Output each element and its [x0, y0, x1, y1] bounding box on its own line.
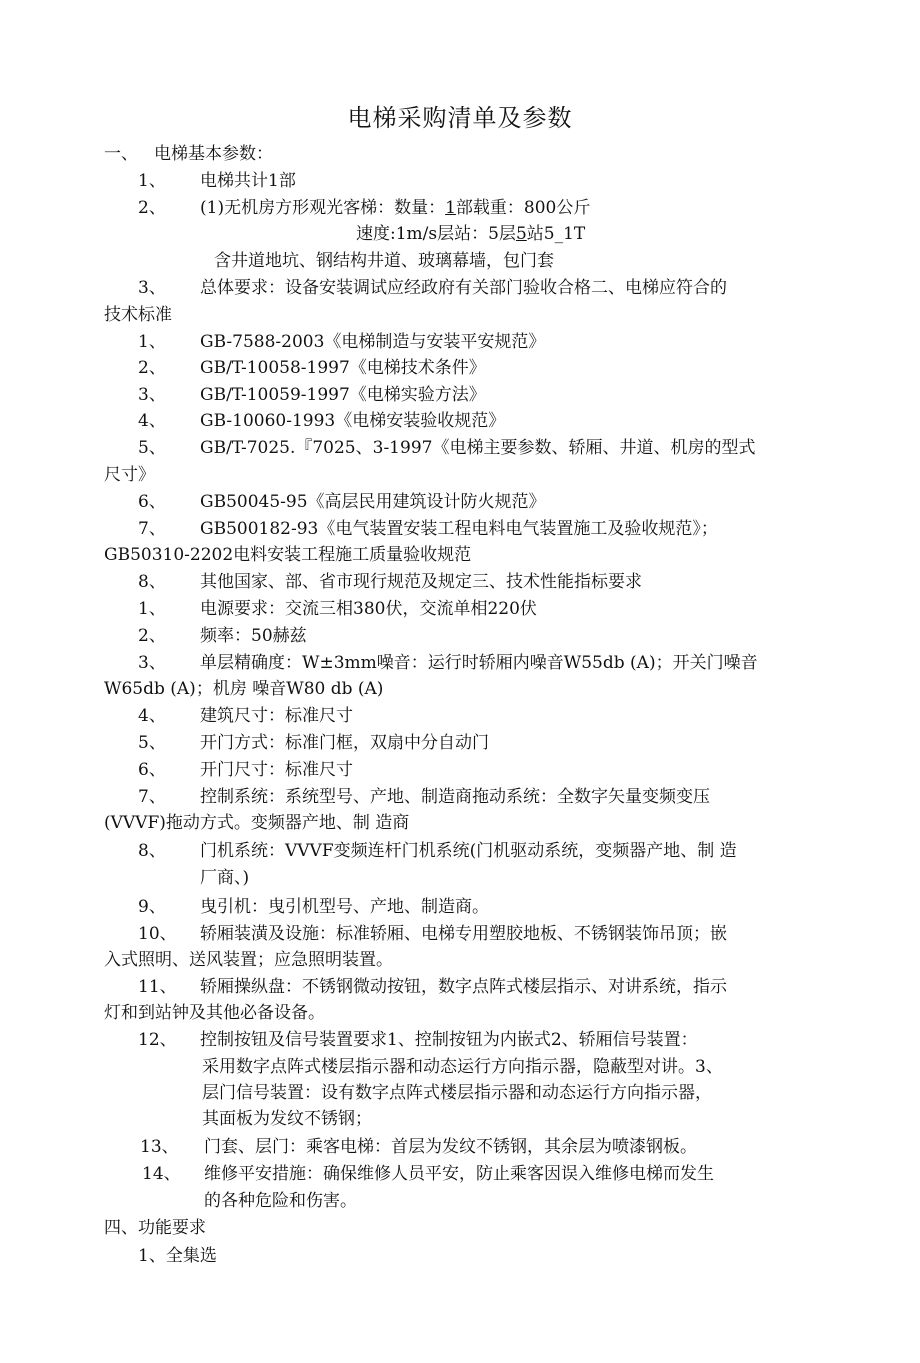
list-item [138, 733, 489, 753]
page-title: 电梯采购清单及参数 [347, 104, 573, 132]
item-text: 电梯基本参数： [154, 144, 273, 164]
list-item [138, 924, 727, 944]
list-item [138, 653, 758, 673]
list-item [138, 358, 486, 378]
list-item-continuation [202, 1109, 372, 1129]
list-item-continuation [104, 813, 409, 833]
list-item-continuation [104, 545, 471, 565]
item-text: 维修平安措施：确保维修人员平安，防止乘客因误入维修电梯而发生 [204, 1164, 714, 1184]
item-number: 1、 [138, 332, 166, 352]
underlined-value: 1 [445, 198, 456, 218]
item-number: 14、 [142, 1164, 181, 1184]
item-text: 采用数字点阵式楼层指示器和动态运行方向指示器，隐蔽型对讲。3、 [202, 1057, 723, 1077]
underlined-value: 5 [515, 224, 527, 244]
item-text: 速度:1m/s层站：5层 [356, 224, 516, 244]
item-text: 曳引机：曳引机型号、产地、制造商。 [200, 897, 489, 917]
item-number: 12、 [138, 1030, 177, 1050]
list-item [138, 278, 727, 298]
item-text: 开门尺寸：标准尺寸 [200, 760, 353, 780]
item-text: 控制系统：系统型号、产地、制造商拖动系统：全数字矢量变频变压 [200, 787, 710, 807]
item-text: 控制按钮及信号装置要求1、控制按钮为内嵌式2、轿厢信号装置： [200, 1030, 698, 1050]
item-number: 6、 [138, 760, 166, 780]
item-number: 1、 [138, 599, 166, 619]
item-text: 含井道地坑、钢结构井道、玻璃幕墙，包门套 [214, 251, 554, 271]
item-text: W65db (A)；机房 噪音W80 db (A) [104, 679, 384, 699]
item-number: 13、 [140, 1137, 179, 1157]
item-text: 单层精确度：W±3mm噪音：运行时轿厢内噪音W55db (A)；开关门噪音 [200, 653, 758, 673]
item-text: 门机系统：VVVF变频连杆门机系统(门机驱动系统，变频器产地、制 造 [200, 841, 737, 861]
list-item [138, 841, 737, 861]
item-text: 频率：50赫兹 [200, 626, 307, 646]
item-number: 8、 [138, 572, 166, 592]
item-text: 尺寸》 [104, 465, 155, 485]
item-text: GB-7588-2003《电梯制造与安装平安规范》 [200, 332, 546, 352]
item-text: 入式照明、送风装置；应急照明装置。 [104, 950, 393, 970]
list-item [138, 411, 505, 431]
item-number: 2、 [138, 198, 166, 218]
list-item [138, 897, 489, 917]
item-number: 6、 [138, 492, 166, 512]
item-text: GB-10060-1993《电梯安装验收规范》 [200, 411, 506, 431]
item-text: 其他国家、部、省市现行规范及规定三、技术性能指标要求 [200, 572, 642, 592]
item-text: 其面板为发纹不锈钢； [202, 1109, 372, 1129]
list-item-continuation [202, 1057, 723, 1077]
list-item [138, 599, 537, 619]
list-item-continuation [104, 465, 155, 485]
item-number: 5、 [138, 733, 166, 753]
item-number: 8、 [138, 841, 166, 861]
list-item [138, 787, 710, 807]
list-item [142, 1164, 714, 1184]
list-item-continuation [200, 868, 249, 888]
item-text: GB50310-2202电料安装工程施工质量验收规范 [104, 545, 472, 565]
list-item-continuation [202, 1083, 712, 1103]
list-item-continuation [104, 305, 172, 325]
list-item [138, 977, 727, 997]
item-text: 厂商、) [200, 868, 250, 888]
item-number: 4、 [138, 706, 166, 726]
list-item-continuation [356, 224, 585, 244]
item-number: 一、 [104, 144, 138, 164]
item-number: 9、 [138, 897, 166, 917]
item-text: GB500182-93《电气装置安装工程电料电气装置施工及验收规范》； [200, 519, 718, 539]
list-item [138, 385, 486, 405]
item-number: 11、 [138, 977, 177, 997]
list-item [138, 519, 718, 539]
item-number: 3、 [138, 653, 166, 673]
item-text: 的各种危险和伤害。 [204, 1191, 357, 1211]
item-text: 电梯共计1部 [200, 171, 296, 191]
item-text: 轿厢操纵盘：不锈钢微动按钮，数字点阵式楼层指示、对讲系统，指示 [200, 977, 727, 997]
item-number: 2、 [138, 358, 166, 378]
item-text: 电源要求：交流三相380伏，交流单相220伏 [200, 599, 537, 619]
list-item-continuation [214, 251, 554, 271]
item-number: 5、 [138, 438, 166, 458]
item-text: 灯和到站钟及其他必备设备。 [104, 1003, 325, 1023]
list-item-continuation [104, 950, 393, 970]
list-item [140, 1137, 697, 1157]
list-item-continuation [204, 1191, 357, 1211]
item-number: 2、 [138, 626, 166, 646]
item-text: 层门信号装置：设有数字点阵式楼层指示器和动态运行方向指示器， [202, 1083, 712, 1103]
item-number: 1、 [138, 171, 166, 191]
list-item [138, 626, 307, 646]
item-text: 建筑尺寸：标准尺寸 [200, 706, 353, 726]
item-text: 1、全集选 [138, 1246, 217, 1266]
item-text: 站5_1T [526, 224, 586, 244]
item-text: 总体要求：设备安装调试应经政府有关部门验收合格二、电梯应符合的 [200, 278, 727, 298]
list-item-continuation [104, 679, 383, 699]
item-text: 开门方式：标准门框，双扇中分自动门 [200, 733, 489, 753]
list-item [138, 760, 353, 780]
item-number: 4、 [138, 411, 166, 431]
list-item [138, 1030, 698, 1050]
item-number: 7、 [138, 519, 166, 539]
list-item-continuation [104, 1003, 325, 1023]
item-number: 3、 [138, 385, 166, 405]
item-number: 10、 [138, 924, 177, 944]
item-number: 3、 [138, 278, 166, 298]
item-text: 四、功能要求 [104, 1218, 206, 1238]
list-item [138, 198, 590, 218]
list-item [138, 706, 353, 726]
item-text: (VVVF)拖动方式。变频器产地、制 造商 [104, 813, 410, 833]
item-text: 部载重：800公斤 [455, 198, 591, 218]
item-text: GB50045-95《高层民用建筑设计防火规范》 [200, 492, 546, 512]
list-item [138, 438, 755, 458]
list-item [138, 572, 642, 592]
item-text: 门套、层门：乘客电梯：首层为发纹不锈钢，其余层为喷漆钢板。 [204, 1137, 697, 1157]
list-item [138, 171, 296, 191]
section-heading [104, 1218, 206, 1238]
item-text: 技术标准 [104, 305, 172, 325]
item-text: (1)无机房方形观光客梯：数量： [200, 198, 446, 218]
item-text: GB/T-10058-1997《电梯技术条件》 [200, 358, 486, 378]
item-text: 轿厢装潢及设施：标准轿厢、电梯专用塑胶地板、不锈钢装饰吊顶；嵌 [200, 924, 727, 944]
item-text: GB/T-10059-1997《电梯实验方法》 [200, 385, 486, 405]
list-item [138, 492, 546, 512]
list-item [138, 332, 545, 352]
section-heading [104, 144, 273, 164]
item-number: 7、 [138, 787, 166, 807]
list-item [138, 1246, 217, 1266]
item-text: GB/T-7025.『7025、3-1997《电梯主要参数、轿厢、井道、机房的型式 [200, 438, 756, 458]
